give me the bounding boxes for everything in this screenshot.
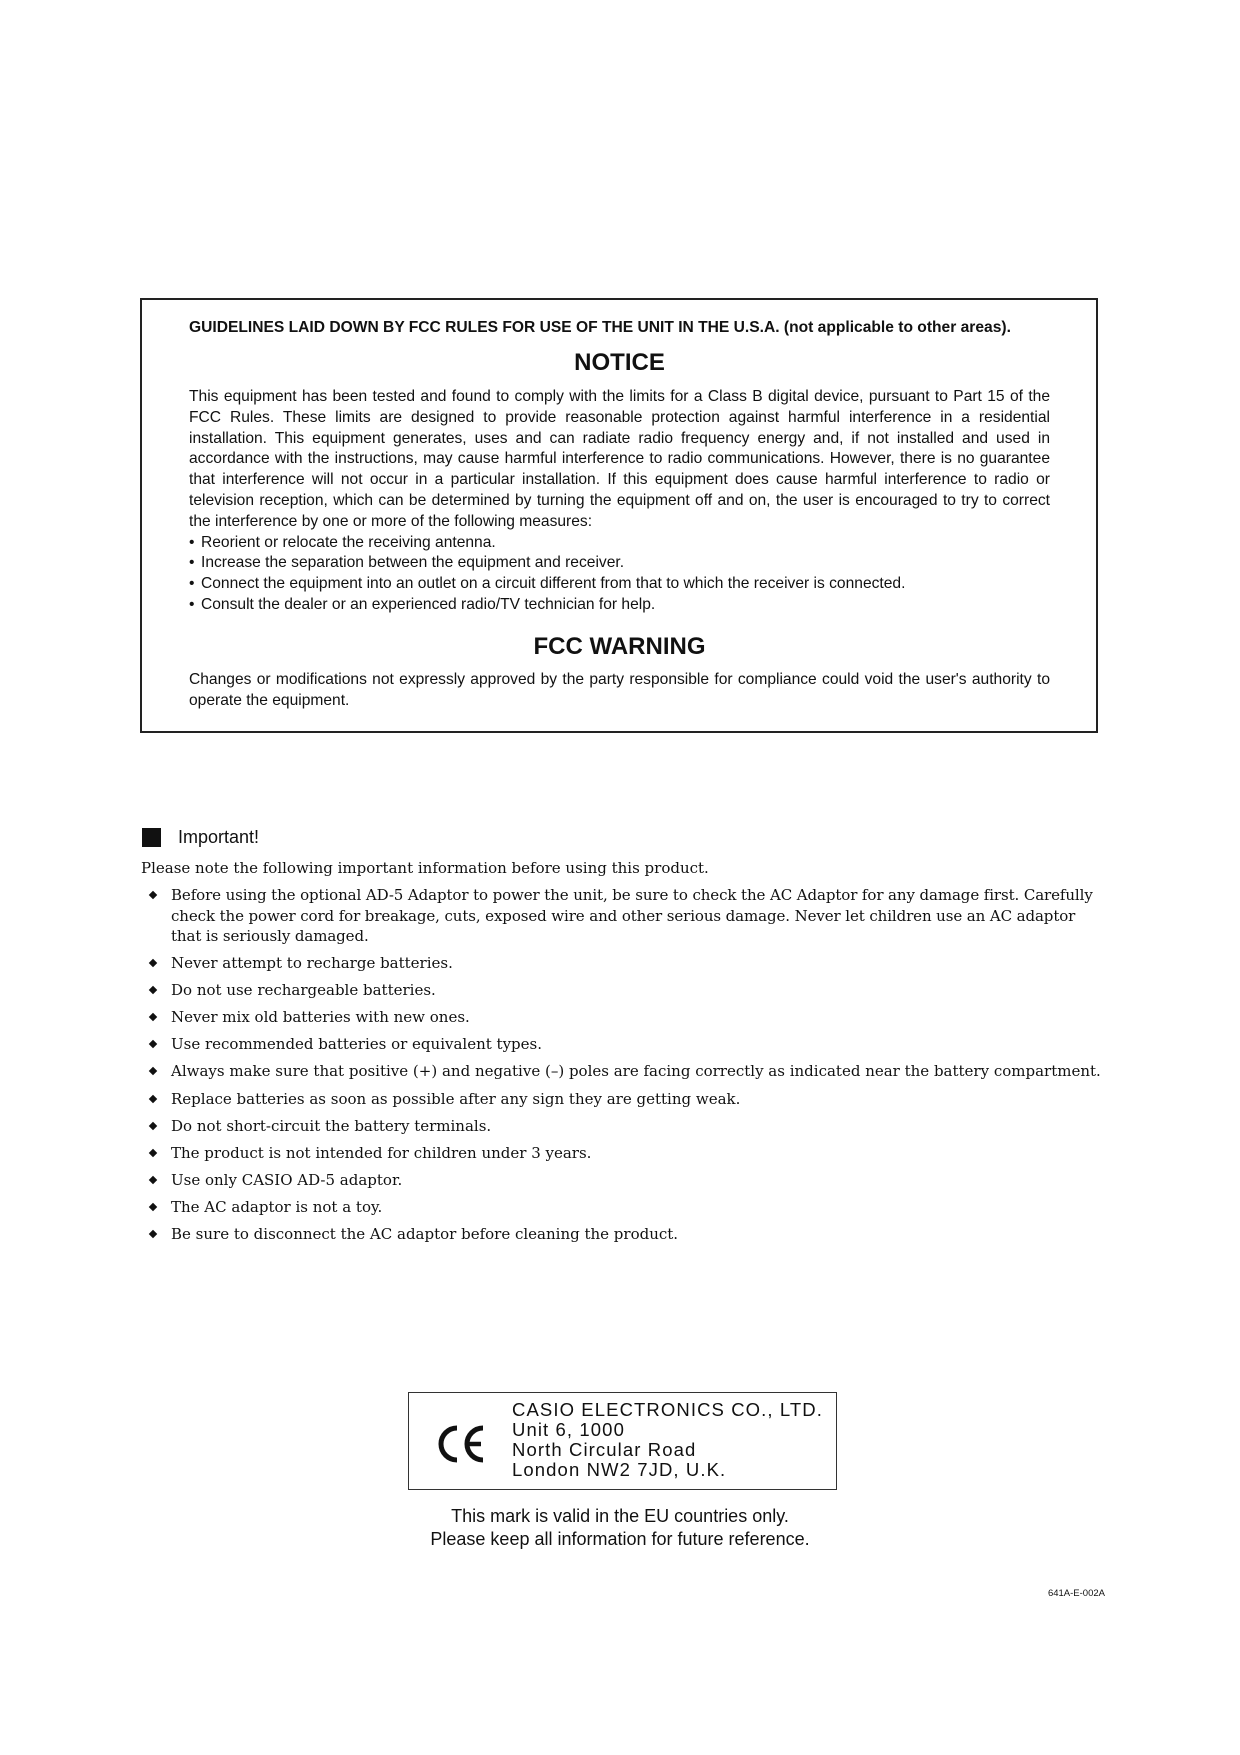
list-item — [141, 980, 1106, 1001]
diamond-bullet-icon — [149, 1230, 157, 1238]
list-item — [141, 885, 1106, 947]
diamond-bullet-icon — [149, 891, 157, 899]
diamond-bullet-icon — [149, 1067, 157, 1075]
document-code: 641A-E-002A — [1047, 1588, 1105, 1599]
fcc-measure-text: Reorient or relocate the receiving antenna. — [201, 533, 496, 551]
diamond-bullet-icon — [149, 1203, 157, 1211]
fcc-measure-text: Consult the dealer or an experienced radio/TV technician for help. — [201, 595, 656, 613]
keep-information-note: Please keep all information for future reference. — [430, 1529, 810, 1549]
list-item-text: Never attempt to recharge batteries. — [171, 954, 453, 973]
list-item — [141, 1143, 1106, 1164]
list-item-text: Use only CASIO AD-5 adaptor. — [171, 1170, 403, 1189]
list-item-text: Do not use rechargeable batteries. — [171, 981, 436, 1000]
list-item — [141, 953, 1106, 974]
ce-mark-icon — [437, 1424, 489, 1464]
list-item-text: Replace batteries as soon as possible after any sign they are getting weak. — [171, 1089, 741, 1108]
address-line: CASIO ELECTRONICS CO., LTD. — [512, 1399, 824, 1420]
list-item-text: Always make sure that positive (+) and negative (–) poles are facing correctly as indicated near the battery compartment. — [171, 1062, 1101, 1081]
list-item-text: Do not short-circuit the battery terminals. — [171, 1116, 492, 1135]
list-item — [141, 1007, 1106, 1028]
diamond-bullet-icon — [149, 986, 157, 994]
important-list — [141, 885, 1106, 1251]
black-square-icon — [142, 828, 161, 847]
diamond-bullet-icon — [149, 1149, 157, 1157]
diamond-bullet-icon — [149, 1013, 157, 1021]
fcc-warning-body: Changes or modifications not expressly approved by the party responsible for compliance could void the user's authority to operate the equipment. — [189, 670, 1050, 709]
diamond-bullet-icon — [149, 1176, 157, 1184]
fcc-warning-title: FCC WARNING — [533, 632, 706, 660]
notice-title: NOTICE — [574, 349, 665, 376]
list-item — [141, 1089, 1106, 1110]
fcc-measures-list — [189, 533, 1050, 616]
list-item-text: The AC adaptor is not a toy. — [171, 1197, 383, 1216]
notice-body: This equipment has been tested and found to comply with the limits for a Class B digital device, pursuant to Part 15 of the FCC Rules. These limits are designed to provide reasonable protection against harmful interference in a residential installation. This equipment generates, uses and can radiate radio frequency energy and, if not installed and used in accordance with the instructions, may cause harmful interference to radio communications. However, there is no guarantee that interference will not occur in a particular installation. If this equipment does cause harmful interference to radio or television reception, which can be determined by turning the equipment off and on, the user is encouraged to try to correct the interference by one or more of the following measures: — [189, 388, 1050, 530]
important-intro: Please note the following important information before using this product. — [141, 859, 709, 877]
manufacturer-address — [512, 1400, 823, 1480]
fcc-measure-text: Increase the separation between the equipment and receiver. — [201, 554, 625, 572]
fcc-notice-box — [140, 298, 1098, 733]
list-item — [141, 1170, 1106, 1191]
bullet-icon: • — [189, 575, 195, 593]
bullet-icon: • — [189, 533, 195, 551]
list-item — [141, 1197, 1106, 1218]
fcc-measure-item — [189, 574, 1050, 595]
diamond-bullet-icon — [149, 1094, 157, 1102]
fcc-measure-item — [189, 595, 1050, 616]
bullet-icon: • — [189, 595, 195, 613]
list-item-text: Never mix old batteries with new ones. — [171, 1008, 470, 1027]
ce-conformity-box — [408, 1392, 837, 1490]
list-item — [141, 1116, 1106, 1137]
address-line: London NW2 7JD, U.K. — [512, 1459, 727, 1480]
list-item — [141, 1061, 1106, 1082]
fcc-measure-item — [189, 553, 1050, 574]
fcc-measure-text: Connect the equipment into an outlet on a circuit different from that to which the receiver is connected. — [201, 575, 906, 593]
list-item-text: Use recommended batteries or equivalent types. — [171, 1035, 542, 1054]
list-item — [141, 1224, 1106, 1245]
diamond-bullet-icon — [149, 959, 157, 967]
important-title-text: Important! — [178, 827, 260, 847]
address-line: Unit 6, 1000 — [512, 1419, 625, 1440]
fcc-measure-item — [189, 533, 1050, 554]
list-item-text: Before using the optional AD-5 Adaptor to power the unit, be sure to check the AC Adaptor for any damage first. Carefully check the power cord for breakage, cuts, exposed wire and other serious damage. Never let children use an AC adaptor that is seriously damaged. — [171, 886, 1093, 945]
ce-notes — [300, 1505, 940, 1551]
list-item-text: The product is not intended for children under 3 years. — [171, 1143, 592, 1162]
fcc-guidelines-heading: GUIDELINES LAID DOWN BY FCC RULES FOR USE OF THE UNIT IN THE U.S.A. (not applicable to other areas). — [189, 319, 1011, 336]
bullet-icon: • — [189, 554, 195, 572]
address-line: North Circular Road — [512, 1439, 697, 1460]
diamond-bullet-icon — [149, 1040, 157, 1048]
list-item-text: Be sure to disconnect the AC adaptor before cleaning the product. — [171, 1225, 679, 1244]
ce-validity-note: This mark is valid in the EU countries only. — [451, 1506, 789, 1526]
list-item — [141, 1034, 1106, 1055]
diamond-bullet-icon — [149, 1121, 157, 1129]
important-heading — [142, 826, 259, 848]
